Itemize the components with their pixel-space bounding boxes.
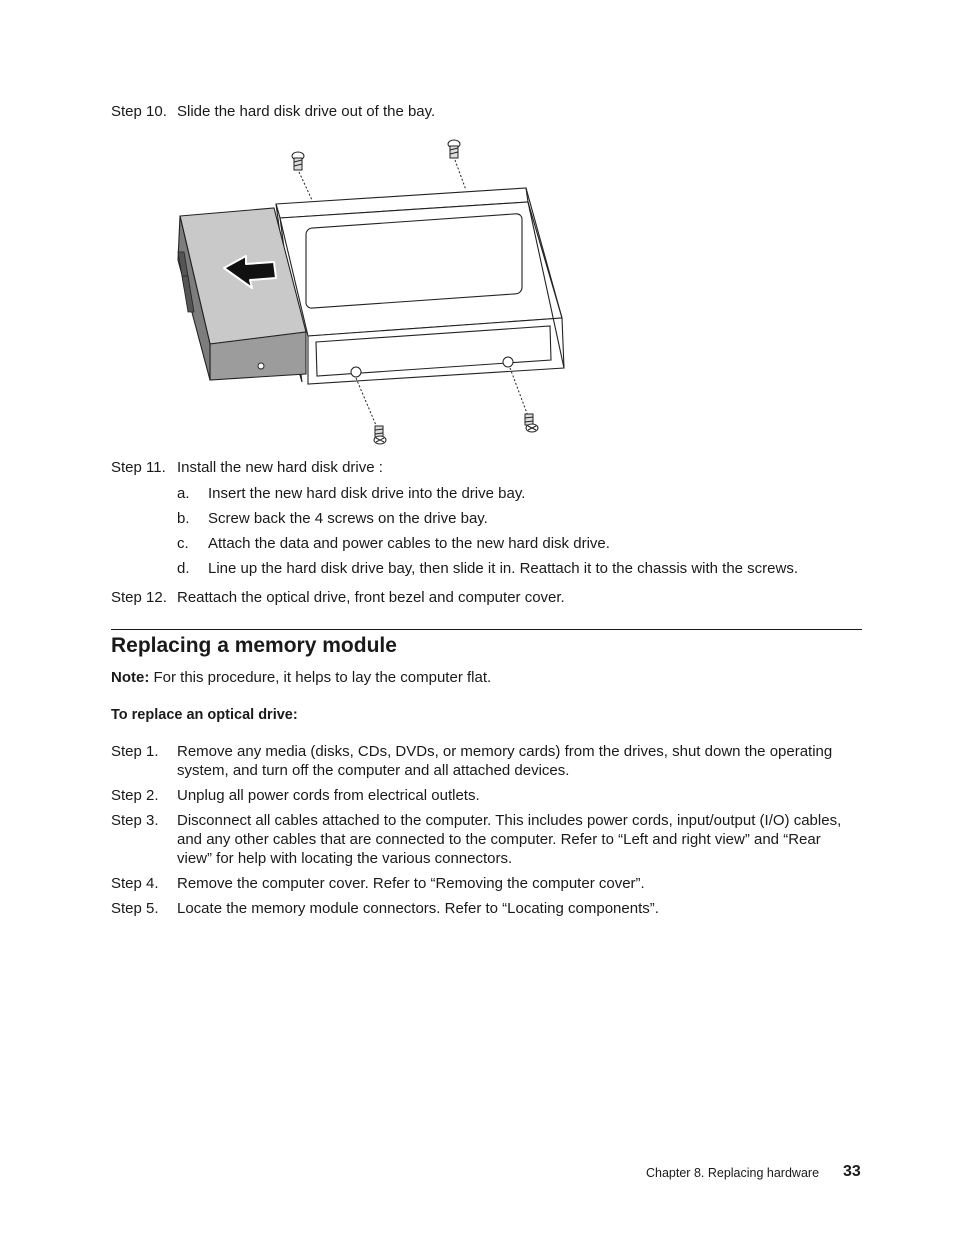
step-text: Install the new hard disk drive : (177, 459, 383, 476)
substep-c (177, 534, 857, 553)
substep-label: b. (177, 510, 190, 527)
section-heading: Replacing a memory module (111, 634, 397, 657)
note-text: For this procedure, it helps to lay the computer flat. (153, 669, 492, 686)
note-label: Note: (111, 669, 150, 686)
substep-label: a. (177, 485, 190, 502)
step-3 (111, 811, 871, 868)
substep-label: c. (177, 535, 189, 552)
step-10 (111, 102, 871, 121)
screw-top-left-icon (292, 152, 312, 200)
step-text: Disconnect all cables attached to the computer. This includes power cords, input/output (I/O) cables, and any other cables that are connected to the computer. Refer to “Left and right view” and “Rear view” for help with locating the various connectors. (177, 812, 842, 867)
step-label: Step 5. (111, 900, 159, 917)
note (111, 668, 491, 687)
section-divider (111, 629, 862, 630)
screw-top-right-icon (448, 140, 466, 190)
step-text: Slide the hard disk drive out of the bay. (177, 103, 436, 120)
step-label: Step 4. (111, 875, 159, 892)
substep-text: Insert the new hard disk drive into the drive bay. (208, 485, 526, 502)
substep-text: Screw back the 4 screws on the drive bay. (208, 510, 488, 527)
step-11 (111, 458, 871, 477)
step-1 (111, 742, 871, 780)
step-label: Step 1. (111, 743, 159, 760)
substep-d (177, 559, 857, 578)
drive-bay-frame (276, 188, 564, 384)
step-4 (111, 874, 871, 893)
step-text: Locate the memory module connectors. Refer to “Locating components”. (177, 900, 659, 917)
hard-disk-drive-removal-illustration (170, 136, 580, 452)
step-text: Unplug all power cords from electrical outlets. (177, 787, 480, 804)
substep-b (177, 509, 857, 528)
step-12 (111, 588, 871, 607)
step-label: Step 2. (111, 787, 159, 804)
page-number: 33 (843, 1163, 861, 1180)
step-label: Step 10. (111, 103, 167, 120)
step-label: Step 3. (111, 812, 159, 829)
step-label: Step 11. (111, 459, 166, 476)
step-text: Reattach the optical drive, front bezel and computer cover. (177, 589, 565, 606)
step-2 (111, 786, 871, 805)
step-text: Remove the computer cover. Refer to “Removing the computer cover”. (177, 875, 645, 892)
procedure-title: To replace an optical drive: (111, 707, 298, 723)
step-5 (111, 899, 871, 918)
step-label: Step 12. (111, 589, 167, 606)
footer-chapter: Chapter 8. Replacing hardware (646, 1166, 820, 1180)
substep-text: Line up the hard disk drive bay, then slide it in. Reattach it to the chassis with the screws. (208, 560, 799, 577)
step-text: Remove any media (disks, CDs, DVDs, or memory cards) from the drives, shut down the operating system, and turn off the computer and all attached devices. (177, 743, 833, 779)
substep-label: d. (177, 560, 190, 577)
substep-a (177, 484, 857, 503)
substep-text: Attach the data and power cables to the new hard disk drive. (208, 535, 610, 552)
